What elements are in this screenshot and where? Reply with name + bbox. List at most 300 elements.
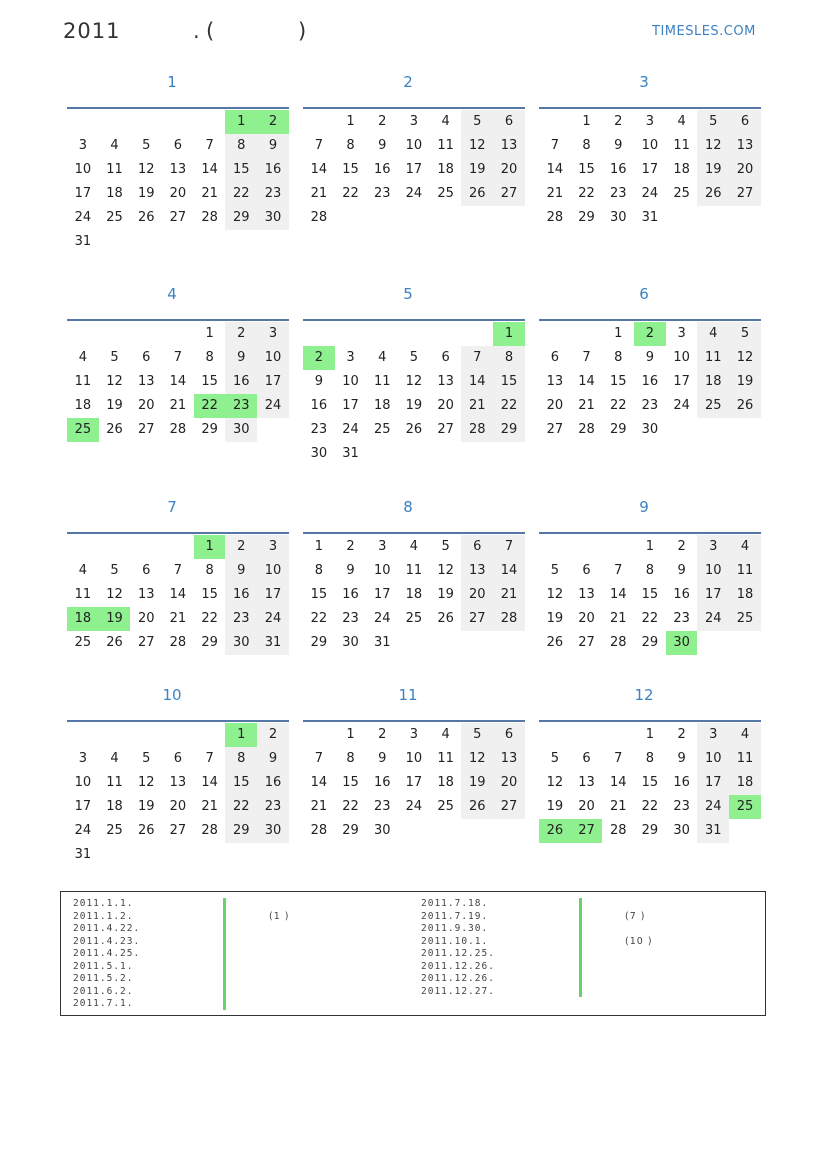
week-row — [539, 418, 761, 442]
day-cell: 11 — [74, 374, 92, 389]
month-days — [67, 322, 289, 442]
day-cell: 27 — [546, 422, 564, 437]
empty-cell — [729, 418, 761, 442]
day-cell: 11 — [106, 775, 123, 790]
day-cell: 21 — [310, 799, 328, 814]
day-cell: 1 — [225, 723, 257, 747]
day-cell: 27 — [493, 182, 525, 206]
day-cell: 24 — [641, 186, 659, 201]
day-cell: 7 — [205, 751, 214, 766]
day-cell: 30 — [225, 418, 257, 442]
week-row — [539, 607, 761, 631]
week-row — [303, 747, 525, 771]
day-cell: 18 — [373, 398, 391, 413]
day-cell: 28 — [546, 210, 564, 225]
day-cell: 14 — [310, 162, 328, 177]
legend-date: 2011.7.18. — [421, 898, 489, 909]
empty-cell — [99, 230, 131, 254]
day-cell: 11 — [729, 559, 761, 583]
empty-cell — [225, 843, 257, 867]
day-cell: 10 — [641, 138, 659, 153]
empty-cell — [539, 322, 571, 346]
day-cell: 5 — [142, 751, 151, 766]
day-cell: 12 — [106, 587, 123, 602]
empty-cell — [99, 723, 131, 747]
day-cell: 23 — [225, 394, 257, 418]
day-cell: 18 — [729, 583, 761, 607]
day-cell: 22 — [493, 394, 525, 418]
day-cell: 12 — [546, 775, 564, 790]
day-cell: 14 — [169, 374, 187, 389]
week-row — [67, 134, 289, 158]
day-cell: 9 — [346, 563, 355, 578]
day-cell: 26 — [137, 210, 155, 225]
day-cell: 9 — [314, 374, 323, 389]
day-cell: 23 — [225, 607, 257, 631]
day-cell: 14 — [169, 587, 187, 602]
day-cell: 16 — [225, 583, 257, 607]
month-days — [303, 723, 525, 843]
day-cell: 20 — [437, 398, 454, 413]
day-cell: 26 — [697, 182, 729, 206]
day-cell: 23 — [373, 186, 391, 201]
week-row — [67, 631, 289, 655]
empty-cell — [571, 322, 603, 346]
empty-cell — [571, 535, 603, 559]
day-cell: 13 — [461, 559, 493, 583]
day-cell: 16 — [373, 162, 391, 177]
day-cell: 11 — [106, 162, 123, 177]
week-row — [303, 182, 525, 206]
day-cell: 7 — [314, 138, 323, 153]
day-cell: 27 — [578, 635, 595, 650]
day-cell: 2 — [257, 723, 289, 747]
day-cell: 6 — [493, 723, 525, 747]
day-cell: 8 — [645, 563, 655, 578]
day-cell: 30 — [225, 631, 257, 655]
day-cell: 10 — [405, 138, 423, 153]
empty-cell — [335, 206, 367, 230]
week-row — [67, 771, 289, 795]
day-cell: 16 — [673, 587, 690, 602]
day-cell: 7 — [614, 563, 623, 578]
day-cell: 7 — [461, 346, 493, 370]
day-cell: 21 — [546, 186, 564, 201]
week-row — [67, 110, 289, 134]
day-cell: 12 — [729, 346, 761, 370]
empty-cell — [130, 843, 162, 867]
day-cell: 5 — [729, 322, 761, 346]
day-cell: 18 — [673, 162, 690, 177]
day-cell: 6 — [173, 751, 183, 766]
day-cell: 11 — [74, 587, 92, 602]
day-cell: 19 — [461, 158, 493, 182]
day-cell: 22 — [194, 394, 226, 418]
empty-cell — [430, 442, 462, 466]
day-cell: 17 — [74, 799, 92, 814]
day-cell: 26 — [437, 611, 454, 626]
empty-cell — [571, 723, 603, 747]
day-cell: 5 — [461, 723, 493, 747]
day-cell: 6 — [582, 563, 591, 578]
week-row — [539, 795, 761, 819]
empty-cell — [729, 206, 761, 230]
empty-cell — [303, 322, 335, 346]
legend-date: 2011.5.1. — [73, 960, 134, 972]
day-cell: 16 — [641, 374, 659, 389]
month-title: 7 — [167, 498, 177, 516]
day-cell: 24 — [257, 394, 289, 418]
week-row — [303, 442, 525, 466]
legend-date: 2011.12.26. — [421, 960, 495, 972]
day-cell: 2 — [346, 539, 355, 554]
month-rule — [67, 107, 289, 109]
day-cell: 19 — [137, 799, 155, 814]
day-cell: 15 — [201, 374, 218, 389]
day-cell: 23 — [673, 611, 690, 626]
day-cell: 18 — [405, 587, 423, 602]
day-cell: 19 — [137, 186, 155, 201]
day-cell: 22 — [225, 795, 257, 819]
legend-date: 2011.12.25. — [421, 948, 495, 959]
day-cell: 7 — [173, 350, 183, 365]
legend-date: 2011.4.23. — [73, 935, 141, 947]
month-days — [539, 535, 761, 655]
day-cell: 25 — [106, 823, 123, 838]
day-cell: 4 — [78, 563, 87, 578]
day-cell: 16 — [609, 162, 627, 177]
day-cell: 27 — [169, 210, 187, 225]
day-cell: 1 — [582, 114, 591, 129]
day-cell: 7 — [614, 751, 623, 766]
day-cell: 6 — [461, 535, 493, 559]
day-cell: 19 — [546, 799, 564, 814]
day-cell: 6 — [582, 751, 591, 766]
month-title: 12 — [634, 686, 654, 704]
empty-cell — [162, 110, 194, 134]
day-cell: 7 — [173, 563, 183, 578]
day-cell: 15 — [641, 587, 659, 602]
day-cell: 2 — [677, 727, 686, 742]
legend-note-1: (1 ) — [269, 911, 290, 922]
day-cell: 11 — [673, 138, 690, 153]
day-cell: 14 — [310, 775, 328, 790]
week-row — [539, 819, 761, 843]
month-title: 2 — [403, 73, 413, 91]
day-cell: 8 — [582, 138, 591, 153]
day-cell: 14 — [201, 775, 218, 790]
empty-cell — [99, 110, 131, 134]
empty-cell — [461, 819, 493, 843]
day-cell: 12 — [437, 563, 454, 578]
empty-cell — [257, 843, 289, 867]
day-cell: 19 — [729, 370, 761, 394]
day-cell: 20 — [137, 398, 155, 413]
site-link[interactable]: TIMESLES.COM — [652, 24, 756, 39]
day-cell: 28 — [578, 422, 595, 437]
month-days — [303, 110, 525, 230]
day-cell: 7 — [205, 138, 214, 153]
day-cell: 20 — [137, 611, 155, 626]
week-row — [303, 795, 525, 819]
day-cell: 3 — [645, 114, 655, 129]
legend-date: 2011.5.2. — [73, 973, 134, 984]
day-cell: 9 — [225, 559, 257, 583]
header-year: 2011 — [63, 19, 121, 43]
week-row — [67, 607, 289, 631]
day-cell: 6 — [550, 350, 559, 365]
day-cell: 30 — [609, 210, 627, 225]
week-row — [303, 771, 525, 795]
week-row — [539, 322, 761, 346]
empty-cell — [398, 631, 430, 655]
day-cell: 9 — [225, 346, 257, 370]
empty-cell — [430, 819, 462, 843]
day-cell: 23 — [257, 795, 289, 819]
day-cell: 13 — [493, 134, 525, 158]
day-cell: 18 — [106, 799, 123, 814]
day-cell: 4 — [441, 114, 450, 129]
legend-date: 2011.7.19. — [421, 910, 489, 922]
day-cell: 3 — [378, 539, 387, 554]
day-cell: 29 — [641, 635, 659, 650]
day-cell: 3 — [697, 535, 729, 559]
day-cell: 28 — [310, 210, 328, 225]
day-cell: 7 — [582, 350, 591, 365]
day-cell: 19 — [99, 607, 131, 631]
day-cell: 9 — [257, 747, 289, 771]
day-cell: 15 — [342, 775, 359, 790]
day-cell: 24 — [405, 799, 423, 814]
day-cell: 8 — [346, 138, 355, 153]
week-row — [303, 134, 525, 158]
week-row — [303, 158, 525, 182]
day-cell: 24 — [697, 607, 729, 631]
empty-cell — [729, 631, 761, 655]
day-cell: 10 — [342, 374, 359, 389]
day-cell: 3 — [697, 723, 729, 747]
day-cell: 29 — [493, 418, 525, 442]
day-cell: 17 — [373, 587, 391, 602]
day-cell: 31 — [74, 847, 92, 862]
day-cell: 31 — [641, 210, 659, 225]
day-cell: 5 — [441, 539, 450, 554]
day-cell: 5 — [550, 751, 559, 766]
day-cell: 2 — [225, 322, 257, 346]
week-row — [539, 110, 761, 134]
week-row — [539, 559, 761, 583]
day-cell: 30 — [666, 631, 698, 655]
week-row — [539, 723, 761, 747]
week-row — [67, 559, 289, 583]
day-cell: 8 — [614, 350, 623, 365]
day-cell: 10 — [74, 162, 92, 177]
day-cell: 28 — [169, 635, 187, 650]
empty-cell — [666, 206, 698, 230]
day-cell: 24 — [673, 398, 690, 413]
day-cell: 10 — [257, 559, 289, 583]
day-cell: 20 — [461, 583, 493, 607]
day-cell: 9 — [378, 751, 387, 766]
day-cell: 29 — [225, 206, 257, 230]
empty-cell — [162, 230, 194, 254]
day-cell: 6 — [173, 138, 183, 153]
month-title: 1 — [167, 73, 177, 91]
empty-cell — [194, 110, 226, 134]
month-days — [67, 535, 289, 655]
day-cell: 16 — [373, 775, 391, 790]
legend-right-bar — [579, 898, 582, 997]
day-cell: 2 — [634, 322, 666, 346]
day-cell: 10 — [405, 751, 423, 766]
day-cell: 2 — [378, 114, 387, 129]
day-cell: 16 — [257, 158, 289, 182]
month-rule — [67, 532, 289, 534]
day-cell: 5 — [409, 350, 419, 365]
day-cell: 26 — [546, 635, 564, 650]
day-cell: 28 — [201, 210, 218, 225]
day-cell: 22 — [201, 611, 218, 626]
day-cell: 13 — [137, 374, 155, 389]
day-cell: 28 — [609, 823, 627, 838]
day-cell: 19 — [437, 587, 454, 602]
week-row — [539, 182, 761, 206]
day-cell: 21 — [169, 398, 187, 413]
day-cell: 28 — [169, 422, 187, 437]
empty-cell — [398, 442, 430, 466]
empty-cell — [493, 442, 525, 466]
day-cell: 21 — [609, 799, 627, 814]
day-cell: 1 — [314, 539, 323, 554]
day-cell: 21 — [201, 799, 218, 814]
day-cell: 8 — [205, 350, 214, 365]
day-cell: 9 — [677, 751, 686, 766]
day-cell: 12 — [697, 134, 729, 158]
day-cell: 24 — [342, 422, 359, 437]
day-cell: 20 — [546, 398, 564, 413]
day-cell: 2 — [378, 727, 387, 742]
empty-cell — [602, 535, 634, 559]
day-cell: 15 — [609, 374, 627, 389]
day-cell: 17 — [74, 186, 92, 201]
day-cell: 29 — [225, 819, 257, 843]
day-cell: 14 — [201, 162, 218, 177]
day-cell: 26 — [539, 819, 571, 843]
week-row — [303, 346, 525, 370]
week-row — [539, 346, 761, 370]
day-cell: 23 — [673, 799, 690, 814]
empty-cell — [194, 723, 226, 747]
empty-cell — [67, 723, 99, 747]
day-cell: 22 — [578, 186, 595, 201]
day-cell: 31 — [257, 631, 289, 655]
day-cell: 2 — [677, 539, 686, 554]
day-cell: 12 — [405, 374, 423, 389]
month-title: 3 — [639, 73, 649, 91]
day-cell: 6 — [493, 110, 525, 134]
day-cell: 28 — [493, 607, 525, 631]
day-cell: 31 — [373, 635, 391, 650]
week-row — [303, 110, 525, 134]
month-rule — [539, 720, 761, 722]
day-cell: 25 — [106, 210, 123, 225]
day-cell: 27 — [137, 422, 155, 437]
day-cell: 24 — [373, 611, 391, 626]
empty-cell — [539, 110, 571, 134]
day-cell: 3 — [409, 114, 419, 129]
day-cell: 5 — [110, 563, 119, 578]
legend-date: 2011.12.27. — [421, 985, 495, 997]
day-cell: 17 — [697, 771, 729, 795]
day-cell: 2 — [257, 110, 289, 134]
day-cell: 18 — [697, 370, 729, 394]
empty-cell — [194, 843, 226, 867]
week-row — [539, 771, 761, 795]
empty-cell — [303, 110, 335, 134]
empty-cell — [602, 723, 634, 747]
week-row — [67, 418, 289, 442]
day-cell: 16 — [310, 398, 328, 413]
day-cell: 14 — [546, 162, 564, 177]
header-paren-open: ( — [206, 19, 215, 43]
empty-cell — [729, 819, 761, 843]
day-cell: 7 — [493, 535, 525, 559]
day-cell: 27 — [571, 819, 603, 843]
day-cell: 15 — [493, 370, 525, 394]
day-cell: 30 — [673, 823, 690, 838]
day-cell: 21 — [310, 186, 328, 201]
empty-cell — [130, 110, 162, 134]
empty-cell — [130, 322, 162, 346]
day-cell: 29 — [641, 823, 659, 838]
empty-cell — [493, 206, 525, 230]
week-row — [303, 819, 525, 843]
day-cell: 4 — [729, 535, 761, 559]
day-cell: 1 — [346, 727, 355, 742]
day-cell: 21 — [461, 394, 493, 418]
day-cell: 23 — [641, 398, 659, 413]
day-cell: 13 — [729, 134, 761, 158]
empty-cell — [303, 723, 335, 747]
week-row — [67, 795, 289, 819]
week-row — [67, 230, 289, 254]
day-cell: 20 — [169, 799, 187, 814]
day-cell: 11 — [373, 374, 391, 389]
week-row — [303, 583, 525, 607]
day-cell: 2 — [614, 114, 623, 129]
legend-date: 2011.12.26. — [421, 973, 495, 984]
month-rule — [303, 319, 525, 321]
empty-cell — [194, 230, 226, 254]
day-cell: 11 — [437, 138, 454, 153]
week-row — [539, 535, 761, 559]
month-rule — [539, 319, 761, 321]
empty-cell — [99, 843, 131, 867]
day-cell: 27 — [729, 182, 761, 206]
day-cell: 8 — [645, 751, 655, 766]
day-cell: 20 — [578, 611, 595, 626]
empty-cell — [366, 322, 398, 346]
day-cell: 18 — [437, 775, 454, 790]
month-days — [303, 535, 525, 655]
day-cell: 26 — [137, 823, 155, 838]
day-cell: 13 — [169, 162, 187, 177]
day-cell: 13 — [493, 747, 525, 771]
day-cell: 10 — [673, 350, 690, 365]
week-row — [303, 607, 525, 631]
day-cell: 10 — [697, 747, 729, 771]
day-cell: 27 — [437, 422, 454, 437]
